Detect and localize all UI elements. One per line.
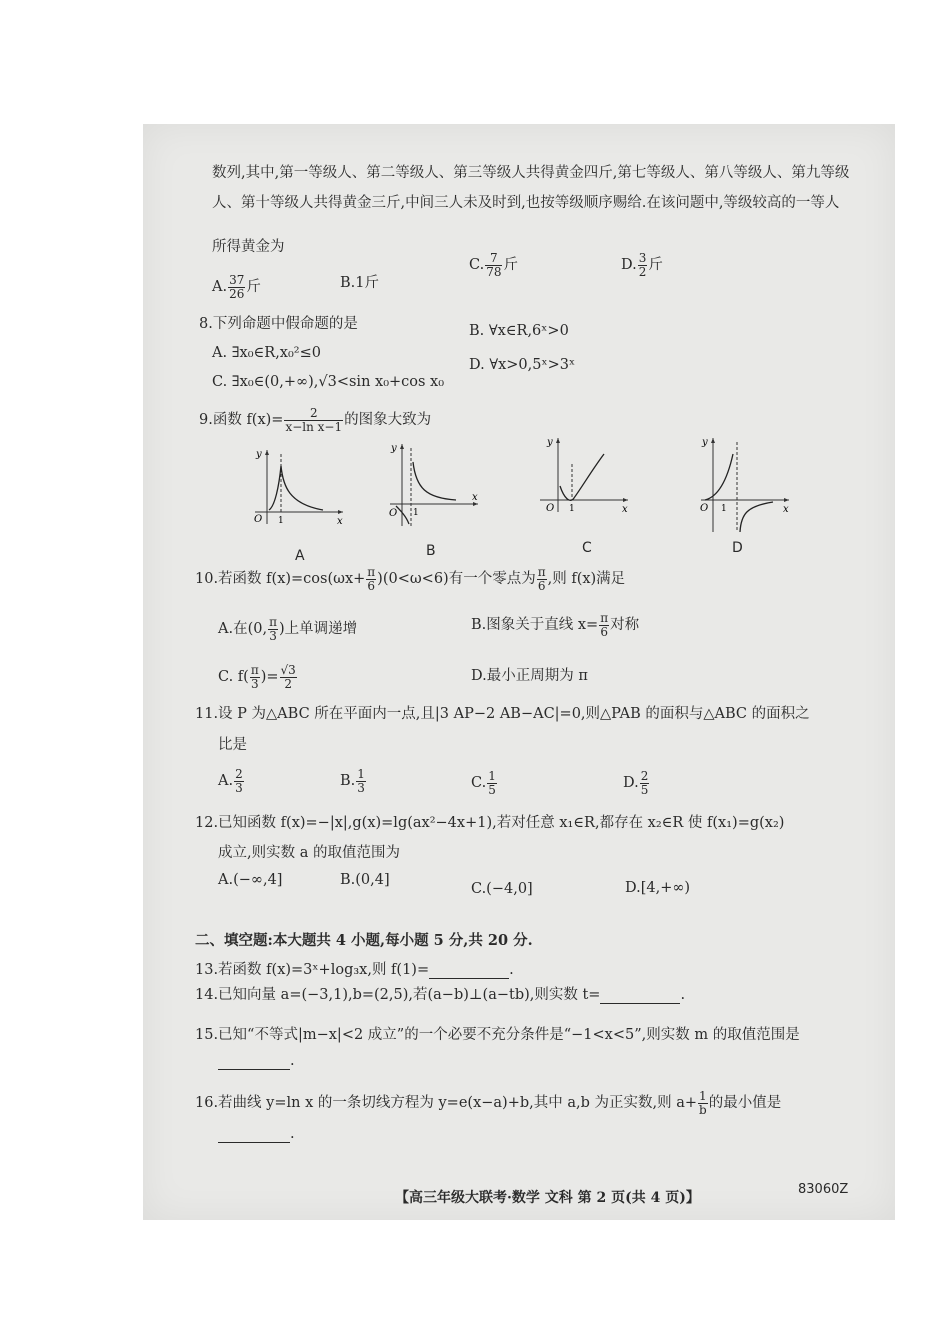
page-footer: 【高三年级大联考·数学 文科 第 2 页(共 4 页)】	[395, 1190, 700, 1206]
graph-c-tick: 1	[569, 504, 575, 514]
q7-option-c: C. $\frac{7}{78}$ 斤	[469, 251, 518, 279]
q9-graph-c-label: C	[582, 540, 592, 556]
q8-option-c: C. ∃x₀∈(0,+∞),√3<sin x₀+cos x₀	[212, 374, 445, 390]
q9-stem: 9.函数 f(x)= $\frac{2}{\text{x−ln x−1}}$ 的图象大致为	[199, 406, 432, 434]
q9-graph-d-label: D	[732, 540, 743, 556]
q12-line1: 12.已知函数 f(x)=−|x|,g(x)=lg(ax²−4x+1),若对任意 x₁∈R,都存在 x₂∈R 使 f(x₁)=g(x₂)	[195, 815, 785, 831]
q15-line2: .	[218, 1054, 295, 1070]
q7-option-b: B.1斤	[340, 275, 379, 291]
q11-option-d: D. $\frac{2}{5}$	[623, 769, 649, 797]
q9-graph-d	[697, 434, 792, 534]
q16-line1: 16.若曲线 y=ln x 的一条切线方程为 y=e(x−a)+b,其中 a,b 为正实数,则 a+ $\frac{1}{b}$ 的最小值是	[195, 1089, 782, 1117]
graph-b-tick: 1	[413, 508, 419, 518]
graph-a-tick: 1	[278, 516, 284, 526]
q8-option-d: D. ∀x>0,5ˣ>3ˣ	[469, 357, 576, 373]
q12-option-a: A.(−∞,4]	[218, 872, 283, 888]
graph-c-x-label: x	[622, 504, 628, 514]
q9-graph-c	[536, 434, 631, 514]
graph-d-origin: O	[700, 503, 709, 514]
q7-line3: 所得黄金为	[212, 239, 285, 255]
q9-graph-b-label: B	[426, 543, 436, 559]
exam-code: 83060Z	[798, 1182, 849, 1197]
q11-option-b: B. $\frac{1}{3}$	[340, 767, 365, 795]
q14-answer-blank[interactable]	[600, 988, 680, 1004]
graph-c-origin: O	[546, 503, 555, 514]
q15-line1: 15.已知“不等式|m−x|<2 成立”的一个必要不充分条件是“−1<x<5”,则实数 m 的取值范围是	[195, 1027, 800, 1043]
q13-text: 13.若函数 f(x)=3ˣ+log₃x,则 f(1)= .	[195, 962, 514, 978]
graph-a-origin: O	[254, 514, 263, 525]
q12-option-d: D.[4,+∞)	[625, 880, 691, 896]
q16-line2: .	[218, 1127, 295, 1143]
q7-option-a: A. $\frac{37}{26}$ 斤	[212, 273, 261, 301]
graph-b-origin: O	[389, 508, 398, 519]
graph-b-x-label: x	[472, 492, 478, 503]
graph-c-y-label: y	[547, 437, 553, 448]
graph-d-tick: 1	[721, 504, 727, 514]
q8-option-a: A. ∃x₀∈R,x₀²≤0	[212, 345, 321, 361]
graph-d-y-label: y	[702, 437, 708, 448]
q10-option-c: C. f( $\frac{\pi}{3}$ )= $\frac{√3}{2}$	[218, 663, 296, 691]
exam-page	[143, 124, 895, 1220]
q11-line2: 比是	[218, 737, 247, 753]
graph-b-y-label: y	[391, 443, 397, 454]
section-2-title: 二、填空题:本大题共 4 小题,每小题 5 分,共 20 分.	[195, 932, 533, 949]
q7-line1: 数列,其中,第一等级人、第二等级人、第三等级人共得黄金四斤,第七等级人、第八等级人、第九等级	[212, 165, 850, 181]
q7-line2: 人、第十等级人共得黄金三斤,中间三人未及时到,也按等级顺序赐给.在该问题中,等级较高的一等人	[212, 195, 840, 211]
q10-option-a: A.在(0, $\frac{\pi}{3}$ )上单调递增	[218, 615, 358, 643]
q9-graph-a-label: A	[295, 548, 305, 564]
q13-answer-blank[interactable]	[429, 963, 509, 979]
q10-option-d: D.最小正周期为 π	[471, 668, 588, 684]
graph-d-x-label: x	[783, 504, 789, 515]
q8-stem: 8.下列命题中假命题的是	[199, 316, 358, 332]
q11-line1: 11.设 P 为△ABC 所在平面内一点,且|3 AP−2 AB−AC|=0,则△PAB 的面积与△ABC 的面积之	[195, 706, 810, 722]
q12-option-c: C.(−4,0]	[471, 881, 533, 897]
q8-option-b: B. ∀x∈R,6ˣ>0	[469, 323, 569, 339]
q9-graph-b	[386, 440, 481, 528]
graph-a-y-label: y	[256, 449, 262, 460]
q9-graph-a	[251, 446, 346, 526]
q7-option-d: D. $\frac{3}{2}$ 斤	[621, 251, 663, 279]
q11-option-a: A. $\frac{2}{3}$	[218, 767, 243, 795]
q16-answer-blank[interactable]	[218, 1127, 290, 1143]
q12-option-b: B.(0,4]	[340, 872, 390, 888]
q10-stem: 10.若函数 f(x)=cos(ωx+ $\frac{\pi}{6}$ )(0<ω<6)有一个零点为 $\frac{\pi}{6}$ ,则 f(x)满足	[195, 565, 626, 593]
q15-answer-blank[interactable]	[218, 1054, 290, 1070]
q14-text: 14.已知向量 a=(−3,1),b=(2,5),若(a−b)⊥(a−tb),则实数 t= .	[195, 987, 686, 1003]
graph-a-x-label: x	[337, 516, 343, 526]
q11-option-c: C. $\frac{1}{5}$	[471, 769, 496, 797]
q12-line2: 成立,则实数 a 的取值范围为	[218, 845, 400, 861]
q10-option-b: B.图象关于直线 x= $\frac{\pi}{6}$ 对称	[471, 611, 640, 639]
